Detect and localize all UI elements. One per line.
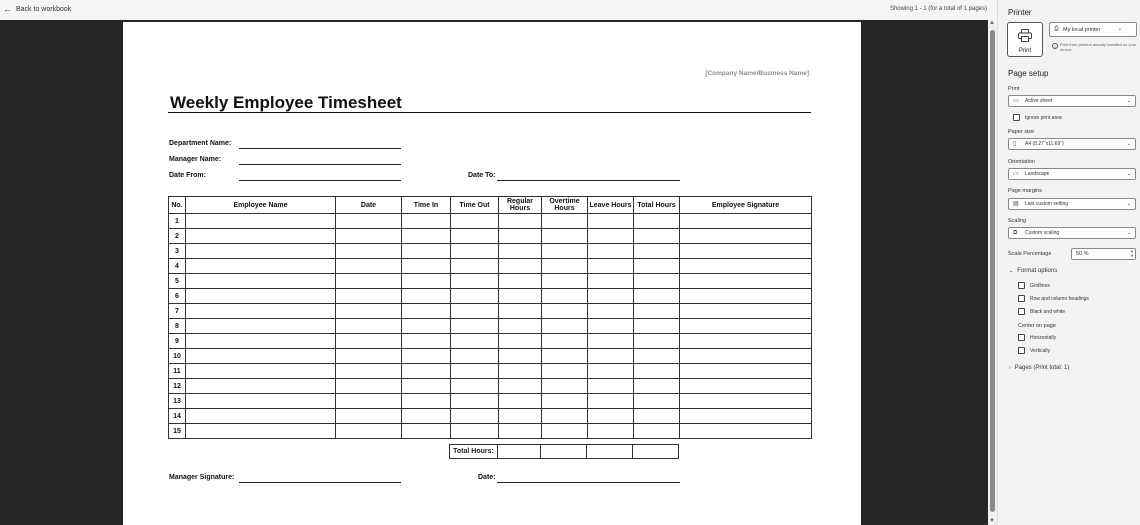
table-cell — [634, 334, 680, 349]
print-scope-select[interactable] — [1008, 95, 1136, 107]
table-cell — [680, 304, 812, 319]
table-cell — [499, 244, 542, 259]
table-cell — [402, 319, 451, 334]
table-row — [169, 349, 812, 364]
ignore-print-area-checkbox[interactable] — [1013, 114, 1062, 121]
table-row — [169, 394, 812, 409]
table-cell — [451, 259, 499, 274]
table-cell — [336, 394, 402, 409]
printer-heading: Printer — [1008, 8, 1032, 17]
column-header: Total Hours — [634, 197, 680, 214]
table-cell — [451, 304, 499, 319]
table-cell — [634, 409, 680, 424]
total-hours-label: Total Hours: — [450, 445, 498, 459]
table-cell — [680, 214, 812, 229]
table-cell — [680, 424, 812, 439]
table-cell — [499, 394, 542, 409]
table-row — [169, 424, 812, 439]
table-cell — [336, 334, 402, 349]
table-cell — [451, 379, 499, 394]
table-cell — [542, 259, 588, 274]
table-cell — [186, 379, 336, 394]
checkbox-box[interactable] — [1013, 114, 1020, 121]
table-header-row — [169, 197, 812, 214]
table-cell — [588, 409, 634, 424]
table-cell — [634, 214, 680, 229]
manager-label: Manager Name: — [169, 156, 222, 163]
table-cell — [588, 259, 634, 274]
table-cell — [499, 334, 542, 349]
table-cell — [336, 424, 402, 439]
spin-buttons-icon[interactable]: ▴ ▾ — [1130, 248, 1133, 258]
page-margins-select[interactable] — [1008, 198, 1136, 210]
printer-icon: ⎙ — [1054, 26, 1059, 32]
table-cell — [499, 319, 542, 334]
sheet-title: Weekly Employee Timesheet — [170, 93, 402, 112]
table-cell — [336, 349, 402, 364]
department-label: Department Name: — [169, 140, 232, 147]
chevron-down-icon: ⌄ — [1126, 98, 1131, 104]
table-cell — [402, 214, 451, 229]
table-row — [169, 229, 812, 244]
table-cell — [680, 409, 812, 424]
format-options-expander[interactable] — [1009, 268, 1057, 274]
table-cell — [588, 319, 634, 334]
table-cell — [186, 259, 336, 274]
table-row — [169, 214, 812, 229]
checkbox-box[interactable] — [1018, 282, 1025, 289]
table-cell — [402, 409, 451, 424]
table-cell — [634, 424, 680, 439]
scaling-select[interactable] — [1008, 227, 1136, 239]
print-preview-area — [0, 20, 988, 525]
page-setup-heading: Page setup — [1008, 69, 1049, 78]
total-overtime-cell — [541, 445, 587, 459]
table-cell — [634, 304, 680, 319]
column-header: Overtime Hours — [542, 197, 588, 214]
table-cell — [451, 229, 499, 244]
page-margins-label: Page margins — [1008, 188, 1042, 194]
table-cell — [634, 259, 680, 274]
table-cell — [336, 259, 402, 274]
row-number: 1 — [169, 214, 186, 229]
scrollbar-thumb[interactable] — [990, 30, 995, 512]
table-cell — [588, 289, 634, 304]
column-header: Time Out — [451, 197, 499, 214]
table-cell — [499, 349, 542, 364]
table-cell — [499, 289, 542, 304]
table-cell — [451, 409, 499, 424]
table-cell — [402, 334, 451, 349]
print-button[interactable] — [1007, 22, 1043, 57]
table-cell — [542, 379, 588, 394]
chevron-right-icon: › — [1009, 365, 1011, 371]
orientation-select[interactable] — [1008, 168, 1136, 180]
landscape-icon: ▭ — [1013, 171, 1019, 177]
table-cell — [634, 229, 680, 244]
table-cell — [402, 244, 451, 259]
date-from-line — [239, 180, 401, 181]
table-cell — [336, 214, 402, 229]
table-cell — [542, 304, 588, 319]
gridlines-checkbox[interactable] — [1018, 282, 1050, 289]
table-cell — [634, 349, 680, 364]
chevron-down-icon: ⌄ — [1126, 171, 1131, 177]
table-cell — [186, 334, 336, 349]
orientation-label: Orientation — [1008, 159, 1035, 165]
print-settings-panel — [997, 0, 1140, 525]
paper-size-value: A4 (8.27"x11.69") — [1025, 141, 1064, 147]
print-button-label: Print — [1018, 48, 1032, 54]
table-cell — [588, 214, 634, 229]
row-number: 3 — [169, 244, 186, 259]
table-cell — [588, 394, 634, 409]
column-header: Time In — [402, 197, 451, 214]
row-number: 7 — [169, 304, 186, 319]
gridlines-label: Gridlines — [1030, 282, 1050, 289]
chevron-down-icon: ⌄ — [1126, 141, 1131, 147]
table-cell — [186, 244, 336, 259]
column-header: Leave Hours — [588, 197, 634, 214]
table-cell — [680, 379, 812, 394]
checkbox-box[interactable] — [1018, 295, 1025, 302]
center-vertically-label: Vertically — [1030, 347, 1051, 354]
table-cell — [402, 259, 451, 274]
table-cell — [634, 274, 680, 289]
table-cell — [634, 379, 680, 394]
table-cell — [588, 244, 634, 259]
table-cell — [542, 229, 588, 244]
table-cell — [542, 274, 588, 289]
table-cell — [451, 214, 499, 229]
table-cell — [451, 424, 499, 439]
info-icon: i — [1052, 43, 1058, 49]
back-label: Back to workbook — [16, 5, 72, 13]
row-number: 6 — [169, 289, 186, 304]
signature-date-label: Date: — [478, 474, 496, 481]
table-cell — [186, 289, 336, 304]
table-cell — [336, 274, 402, 289]
table-cell — [542, 394, 588, 409]
ignore-print-area-label: Ignore print area — [1025, 114, 1062, 121]
table-cell — [588, 424, 634, 439]
row-column-headings-checkbox[interactable] — [1018, 295, 1089, 302]
black-white-checkbox[interactable] — [1018, 308, 1065, 315]
table-cell — [588, 334, 634, 349]
table-cell — [680, 289, 812, 304]
total-regular-cell — [498, 445, 541, 459]
table-cell — [634, 364, 680, 379]
total-total-cell — [633, 445, 679, 459]
table-cell — [542, 214, 588, 229]
checkbox-box[interactable] — [1018, 347, 1025, 354]
table-cell — [499, 259, 542, 274]
checkbox-box[interactable] — [1018, 308, 1025, 315]
table-cell — [402, 304, 451, 319]
checkbox-box[interactable] — [1018, 334, 1025, 341]
format-options-label: Format options — [1017, 268, 1058, 274]
table-cell — [451, 349, 499, 364]
table-cell — [542, 319, 588, 334]
paper-size-select[interactable] — [1008, 138, 1136, 150]
table-cell — [499, 424, 542, 439]
table-cell — [499, 364, 542, 379]
table-cell — [680, 334, 812, 349]
table-cell — [451, 334, 499, 349]
scale-percentage-value: 50 % — [1076, 251, 1089, 257]
center-horizontally-checkbox[interactable] — [1018, 334, 1056, 341]
table-cell — [336, 244, 402, 259]
table-cell — [588, 364, 634, 379]
table-cell — [402, 349, 451, 364]
row-number: 8 — [169, 319, 186, 334]
scale-percentage-input[interactable] — [1071, 248, 1136, 260]
table-cell — [680, 244, 812, 259]
table-cell — [542, 424, 588, 439]
table-cell — [634, 319, 680, 334]
table-cell — [336, 319, 402, 334]
table-row — [169, 289, 812, 304]
back-arrow-icon: ← — [3, 4, 12, 14]
print-scope-label: Print — [1008, 86, 1020, 92]
print-scope-value: Active sheet — [1025, 98, 1053, 104]
scroll-down-icon[interactable]: ▼ — [989, 518, 995, 524]
table-cell — [186, 424, 336, 439]
table-cell — [588, 349, 634, 364]
title-underline — [168, 112, 811, 113]
manager-signature-label: Manager Signature: — [169, 474, 235, 481]
table-cell — [680, 394, 812, 409]
table-cell — [336, 379, 402, 394]
page-icon: ▯ — [1013, 141, 1017, 147]
table-cell — [680, 364, 812, 379]
row-number: 14 — [169, 409, 186, 424]
table-cell — [336, 364, 402, 379]
table-cell — [336, 229, 402, 244]
page-margins-value: Last custom setting — [1025, 201, 1069, 207]
table-cell — [542, 244, 588, 259]
paper-size-label: Paper size — [1008, 129, 1034, 135]
table-cell — [499, 379, 542, 394]
row-number: 11 — [169, 364, 186, 379]
row-number: 9 — [169, 334, 186, 349]
table-cell — [186, 274, 336, 289]
table-cell — [499, 409, 542, 424]
table-cell — [634, 244, 680, 259]
black-white-label: Black and white — [1030, 308, 1066, 315]
table-cell — [499, 304, 542, 319]
table-cell — [499, 229, 542, 244]
chevron-down-icon: ⌄ — [1126, 201, 1131, 207]
table-cell — [402, 289, 451, 304]
scroll-up-icon[interactable]: ▲ — [989, 20, 995, 26]
sheet-icon: ▭ — [1013, 98, 1019, 104]
table-cell — [680, 229, 812, 244]
column-header: Employee Signature — [680, 197, 812, 214]
page-count-status: Showing 1 - 1 (for a total of 1 pages) — [889, 6, 987, 12]
total-hours-row — [450, 445, 679, 459]
table-row — [169, 379, 812, 394]
table-cell — [499, 214, 542, 229]
pages-expander[interactable] — [1009, 365, 1069, 371]
total-leave-cell — [587, 445, 633, 459]
table-cell — [402, 364, 451, 379]
scale-percentage-label: Scale Percentage — [1008, 251, 1052, 257]
table-cell — [186, 319, 336, 334]
preview-scrollbar[interactable] — [988, 20, 997, 525]
scaling-icon: ⧉ — [1013, 230, 1018, 236]
table-cell — [542, 289, 588, 304]
top-bar — [0, 0, 997, 20]
table-cell — [634, 289, 680, 304]
row-number: 13 — [169, 394, 186, 409]
center-horizontally-label: Horizontally — [1030, 334, 1057, 341]
table-row — [169, 259, 812, 274]
scaling-label: Scaling — [1008, 218, 1027, 224]
table-cell — [451, 319, 499, 334]
table-cell — [451, 274, 499, 289]
company-name: [Company Name/Business Name] — [705, 70, 809, 77]
table-cell — [588, 379, 634, 394]
orientation-value: Landscape — [1025, 171, 1050, 177]
table-row — [169, 409, 812, 424]
total-hours-table — [449, 444, 679, 459]
table-cell — [402, 424, 451, 439]
table-cell — [186, 394, 336, 409]
table-cell — [186, 214, 336, 229]
center-on-page-label: Center on page — [1018, 323, 1056, 329]
table-cell — [186, 349, 336, 364]
column-header: Regular Hours — [499, 197, 542, 214]
table-cell — [451, 289, 499, 304]
column-header: No. — [169, 197, 186, 214]
table-cell — [186, 364, 336, 379]
preview-page — [123, 22, 861, 525]
manager-signature-line — [239, 482, 401, 483]
printer-icon — [1018, 29, 1032, 42]
table-cell — [542, 409, 588, 424]
table-cell — [542, 364, 588, 379]
row-number: 10 — [169, 349, 186, 364]
table-cell — [402, 229, 451, 244]
date-to-line — [497, 180, 680, 181]
table-cell — [499, 274, 542, 289]
date-from-label: Date From: — [169, 172, 206, 179]
row-column-headings-label: Row and column headings — [1030, 295, 1089, 302]
table-row — [169, 319, 812, 334]
table-cell — [680, 259, 812, 274]
table-cell — [336, 289, 402, 304]
department-line — [239, 148, 401, 149]
table-row — [169, 364, 812, 379]
table-cell — [588, 274, 634, 289]
signature-date-line — [497, 482, 680, 483]
table-cell — [402, 274, 451, 289]
table-cell — [186, 304, 336, 319]
row-number: 15 — [169, 424, 186, 439]
table-cell — [588, 229, 634, 244]
manager-line — [239, 164, 401, 165]
table-cell — [186, 229, 336, 244]
table-cell — [402, 394, 451, 409]
scaling-value: Custom scaling — [1025, 230, 1060, 236]
table-cell — [588, 304, 634, 319]
table-cell — [542, 349, 588, 364]
table-cell — [542, 334, 588, 349]
column-header: Date — [336, 197, 402, 214]
row-number: 12 — [169, 379, 186, 394]
printer-info-text: Print from printers already installed on your device. — [1060, 42, 1137, 52]
printer-select-value: My local printer — [1063, 26, 1101, 33]
table-cell — [186, 409, 336, 424]
chevron-down-icon: ⌄ — [1009, 268, 1014, 274]
table-cell — [680, 319, 812, 334]
table-row — [169, 244, 812, 259]
table-cell — [336, 409, 402, 424]
printer-select[interactable] — [1049, 22, 1137, 37]
table-cell — [634, 394, 680, 409]
chevron-down-icon: ⌄ — [1117, 26, 1122, 32]
table-row — [169, 274, 812, 289]
column-header: Employee Name — [186, 197, 336, 214]
table-cell — [451, 244, 499, 259]
table-cell — [336, 304, 402, 319]
table-row — [169, 334, 812, 349]
table-cell — [680, 349, 812, 364]
margins-icon: ▤ — [1013, 201, 1019, 207]
date-to-label: Date To: — [468, 172, 496, 179]
row-number: 5 — [169, 274, 186, 289]
row-number: 4 — [169, 259, 186, 274]
table-cell — [451, 394, 499, 409]
table-cell — [402, 379, 451, 394]
back-to-workbook-link[interactable] — [3, 5, 71, 13]
center-vertically-checkbox[interactable] — [1018, 347, 1050, 354]
table-row — [169, 304, 812, 319]
table-cell — [451, 364, 499, 379]
table-cell — [680, 274, 812, 289]
row-number: 2 — [169, 229, 186, 244]
chevron-down-icon: ⌄ — [1126, 230, 1131, 236]
timesheet-table — [168, 196, 812, 439]
pages-label: Pages (Print total: 1) — [1014, 365, 1070, 371]
